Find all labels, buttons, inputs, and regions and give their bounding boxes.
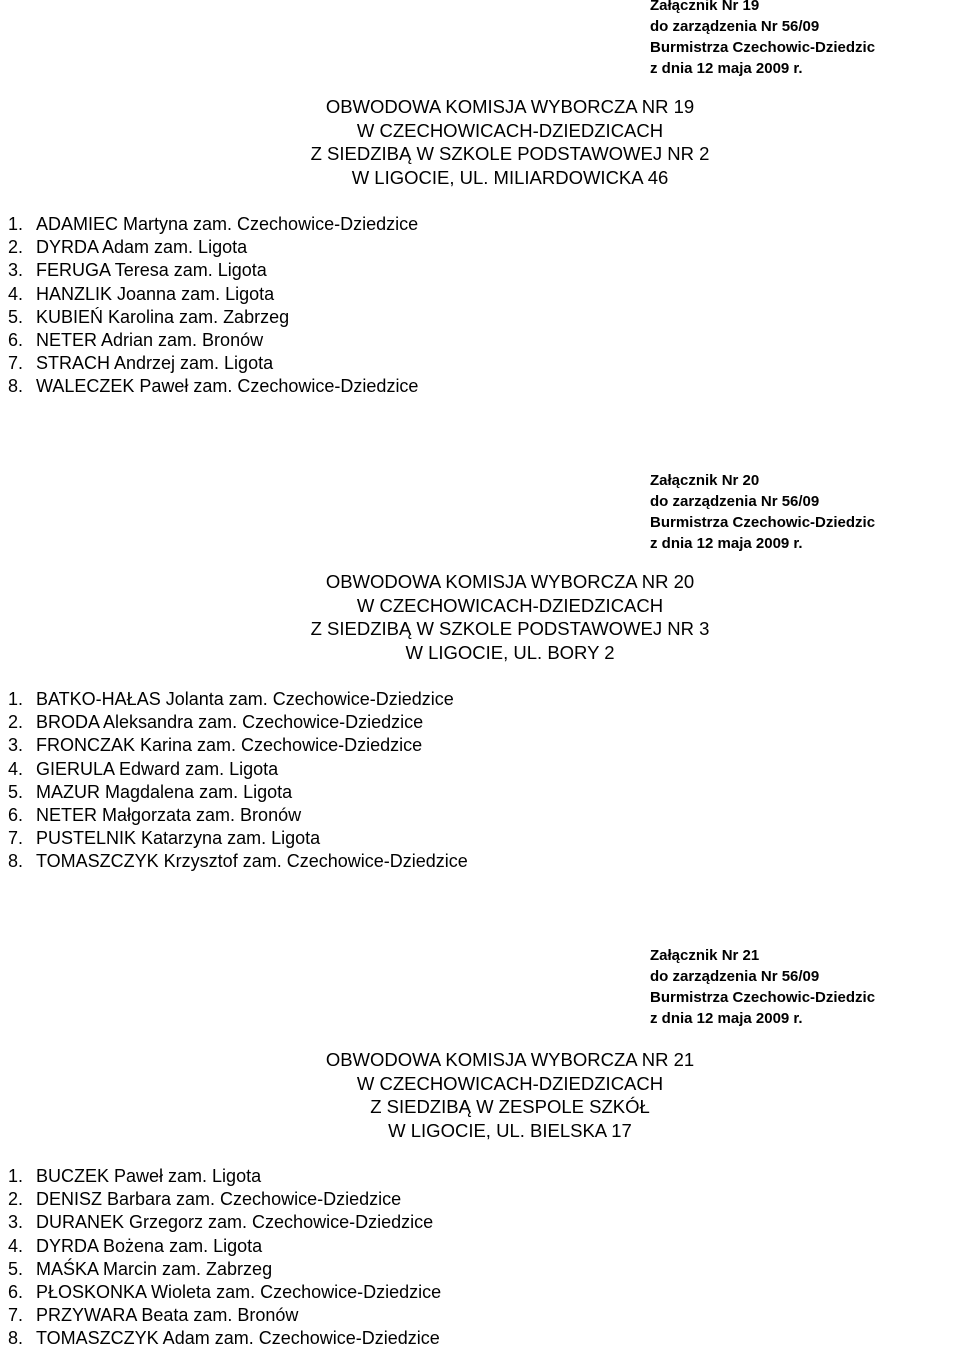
annex-issuer: Burmistrza Czechowic-Dziedzic bbox=[650, 514, 876, 531]
member-item: 3. DURANEK Grzegorz zam. Czechowice-Dziedzice bbox=[8, 1212, 434, 1233]
annex-title: Załącznik Nr 20 bbox=[650, 472, 760, 489]
heading-line: Z SIEDZIBĄ W SZKOLE PODSTAWOWEJ NR 2 bbox=[310, 143, 710, 164]
member-item: 6. NETER Małgorzata zam. Bronów bbox=[8, 805, 302, 826]
heading-line: W CZECHOWICACH-DZIEDZICACH bbox=[356, 1072, 664, 1094]
member-item: 8. TOMASZCZYK Krzysztof zam. Czechowice-Dziedzice bbox=[8, 851, 468, 872]
member-item: 1. BATKO-HAŁAS Jolanta zam. Czechowice-Dziedzice bbox=[8, 689, 454, 709]
member-item: 3. FERUGA Teresa zam. Ligota bbox=[8, 260, 267, 281]
annex-ordinance: do zarządzenia Nr 56/09 bbox=[650, 493, 820, 510]
member-item: 5. KUBIEŃ Karolina zam. Zabrzeg bbox=[8, 306, 290, 327]
commission-heading bbox=[180, 570, 840, 664]
member-item: 7. STRACH Andrzej zam. Ligota bbox=[8, 353, 274, 374]
member-item: 8. TOMASZCZYK Adam zam. Czechowice-Dziedzice bbox=[8, 1328, 440, 1349]
heading-line: Z SIEDZIBĄ W SZKOLE PODSTAWOWEJ NR 3 bbox=[310, 618, 710, 639]
member-item: 4. DYRDA Bożena zam. Ligota bbox=[8, 1235, 263, 1256]
heading-line: Z SIEDZIBĄ W ZESPOLE SZKÓŁ bbox=[370, 1096, 650, 1117]
member-item: 4. GIERULA Edward zam. Ligota bbox=[8, 758, 279, 779]
member-item: 6. NETER Adrian zam. Bronów bbox=[8, 330, 264, 351]
heading-line: W LIGOCIE, UL. BIELSKA 17 bbox=[388, 1119, 632, 1141]
annex-issuer: Burmistrza Czechowic-Dziedzic bbox=[650, 989, 876, 1006]
commission-heading bbox=[180, 95, 840, 189]
members-list bbox=[8, 688, 468, 874]
heading-line: OBWODOWA KOMISJA WYBORCZA NR 19 bbox=[325, 96, 695, 117]
member-item: 7. PUSTELNIK Katarzyna zam. Ligota bbox=[8, 828, 321, 849]
member-item: 5. MAŚKA Marcin zam. Zabrzeg bbox=[8, 1258, 273, 1279]
heading-line: OBWODOWA KOMISJA WYBORCZA NR 20 bbox=[325, 571, 695, 592]
member-item: 2. BRODA Aleksandra zam. Czechowice-Dziedzice bbox=[8, 712, 424, 733]
annex-title: Załącznik Nr 21 bbox=[650, 947, 760, 964]
annex-ordinance: do zarządzenia Nr 56/09 bbox=[650, 18, 820, 35]
heading-line: OBWODOWA KOMISJA WYBORCZA NR 21 bbox=[325, 1049, 695, 1070]
member-item: 6. PŁOSKONKA Wioleta zam. Czechowice-Dziedzice bbox=[8, 1282, 442, 1303]
annex-header bbox=[650, 945, 950, 1029]
members-list bbox=[8, 213, 418, 399]
member-item: 4. HANZLIK Joanna zam. Ligota bbox=[8, 283, 275, 304]
commission-heading bbox=[180, 1048, 840, 1142]
heading-line: W LIGOCIE, UL. MILIARDOWICKA 46 bbox=[351, 166, 669, 188]
annex-ordinance: do zarządzenia Nr 56/09 bbox=[650, 968, 820, 985]
annex-date: z dnia 12 maja 2009 r. bbox=[650, 60, 803, 77]
heading-line: W CZECHOWICACH-DZIEDZICACH bbox=[356, 594, 664, 616]
annex-title: Załącznik Nr 19 bbox=[650, 0, 760, 14]
heading-line: W CZECHOWICACH-DZIEDZICACH bbox=[356, 119, 664, 141]
annex-issuer: Burmistrza Czechowic-Dziedzic bbox=[650, 39, 876, 56]
heading-line: W LIGOCIE, UL. BORY 2 bbox=[405, 641, 615, 663]
annex-date: z dnia 12 maja 2009 r. bbox=[650, 535, 803, 552]
annex-date: z dnia 12 maja 2009 r. bbox=[650, 1010, 803, 1027]
member-item: 5. MAZUR Magdalena zam. Ligota bbox=[8, 781, 293, 802]
annex-header bbox=[650, 0, 950, 79]
member-item: 3. FRONCZAK Karina zam. Czechowice-Dziedzice bbox=[8, 735, 423, 756]
member-item: 1. BUCZEK Paweł zam. Ligota bbox=[8, 1166, 262, 1186]
member-item: 1. ADAMIEC Martyna zam. Czechowice-Dziedzice bbox=[8, 214, 419, 234]
member-item: 7. PRZYWARA Beata zam. Bronów bbox=[8, 1305, 299, 1326]
members-list bbox=[8, 1165, 441, 1351]
member-item: 2. DENISZ Barbara zam. Czechowice-Dziedzice bbox=[8, 1189, 402, 1210]
member-item: 2. DYRDA Adam zam. Ligota bbox=[8, 237, 248, 258]
member-item: 8. WALECZEK Paweł zam. Czechowice-Dziedzice bbox=[8, 376, 419, 397]
annex-header bbox=[650, 470, 950, 554]
